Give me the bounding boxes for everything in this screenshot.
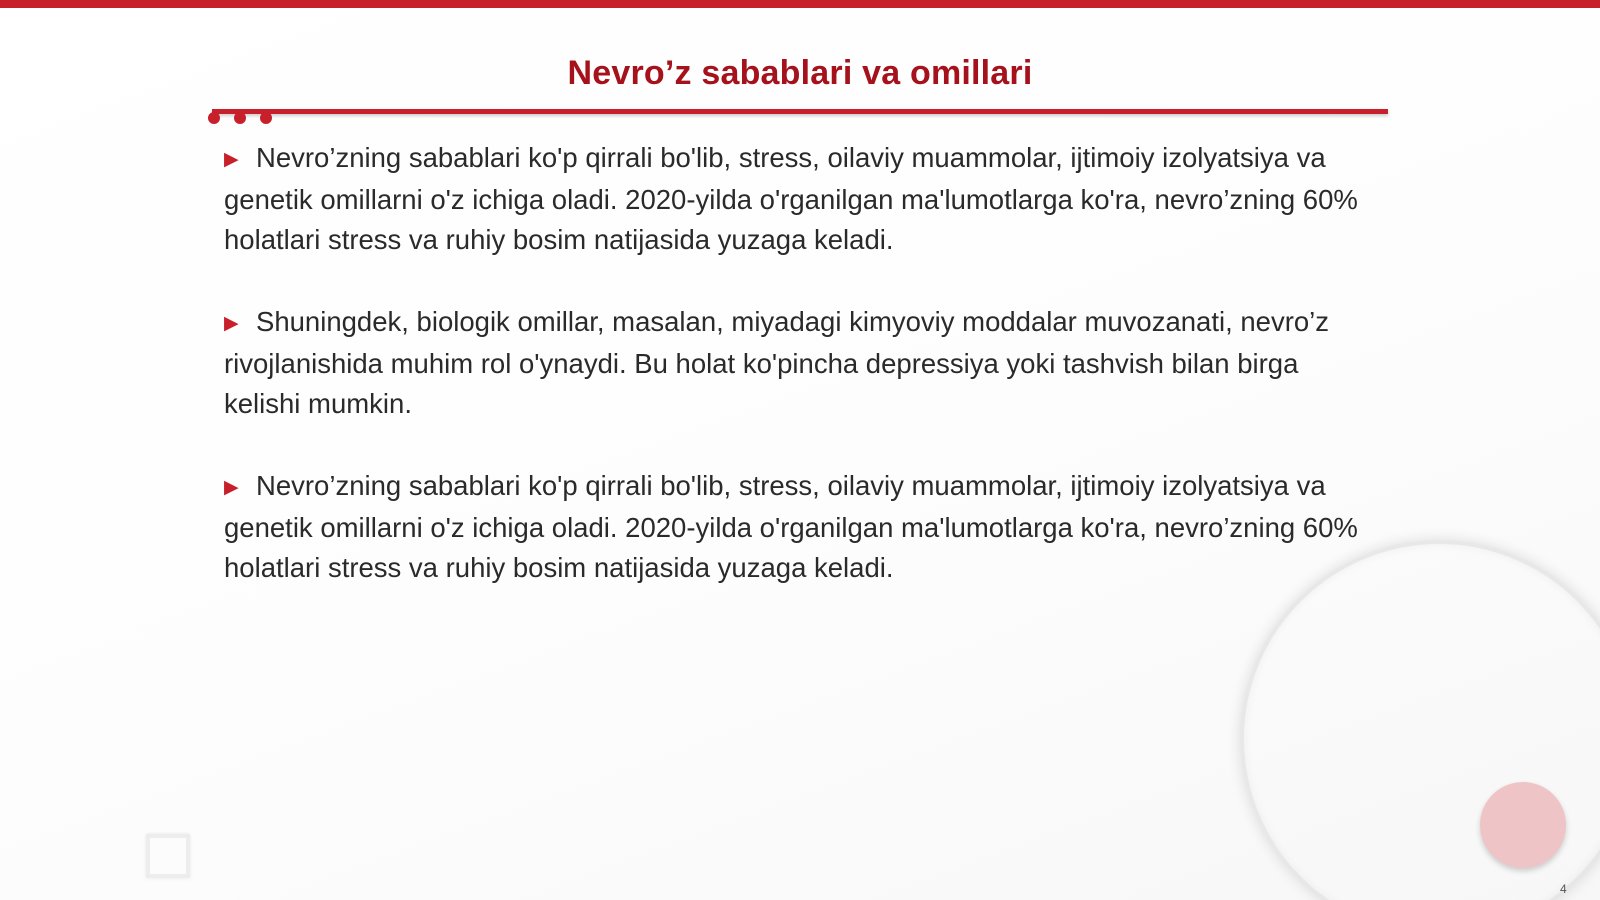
slide-title: Nevro’z sabablari va omillari [567, 54, 1033, 92]
triangle-bullet-icon: ▶ [224, 149, 239, 170]
top-accent-bar [0, 0, 1600, 8]
bullet-text: Nevro’zning sabablari ko'p qirrali bo'lib, stress, oilaviy muammolar, ijtimoiy izolyatsiya va genetik omillarni o'z ichiga oladi. 2020-yilda o'rganilgan ma'lumotlarga ko'ra, nevro’zning 60% holatlari stress va ruhiy bosim natijasida yuzaga keladi. [224, 470, 1358, 583]
page-number: 4 [1560, 882, 1567, 896]
bullet-text: Nevro’zning sabablari ko'p qirrali bo'lib, stress, oilaviy muammolar, ijtimoiy izolyatsiya va genetik omillarni o'z ichiga oladi. 2020-yilda o'rganilgan ma'lumotlarga ko'ra, nevro’zning 60% holatlari stress va ruhiy bosim natijasida yuzaga keladi. [224, 142, 1358, 255]
underline-dot [208, 112, 220, 124]
bullet-text: Shuningdek, biologik omillar, masalan, miyadagi kimyoviy moddalar muvozanati, nevro’z rivojlanishida muhim rol o'ynaydi. Bu holat ko'pincha depressiya yoki tashvish bilan birga kelishi mumkin. [224, 306, 1330, 419]
triangle-bullet-icon: ▶ [224, 477, 239, 498]
triangle-bullet-icon: ▶ [224, 313, 239, 334]
title-underline [212, 109, 1388, 114]
bullet-item [224, 302, 1374, 424]
bullet-list [224, 138, 1374, 630]
bullet-item [224, 466, 1374, 588]
underline-dot [260, 112, 272, 124]
underline-dot [234, 112, 246, 124]
decorative-square [146, 834, 190, 878]
bullet-item [224, 138, 1374, 260]
decorative-circle [1480, 782, 1566, 868]
